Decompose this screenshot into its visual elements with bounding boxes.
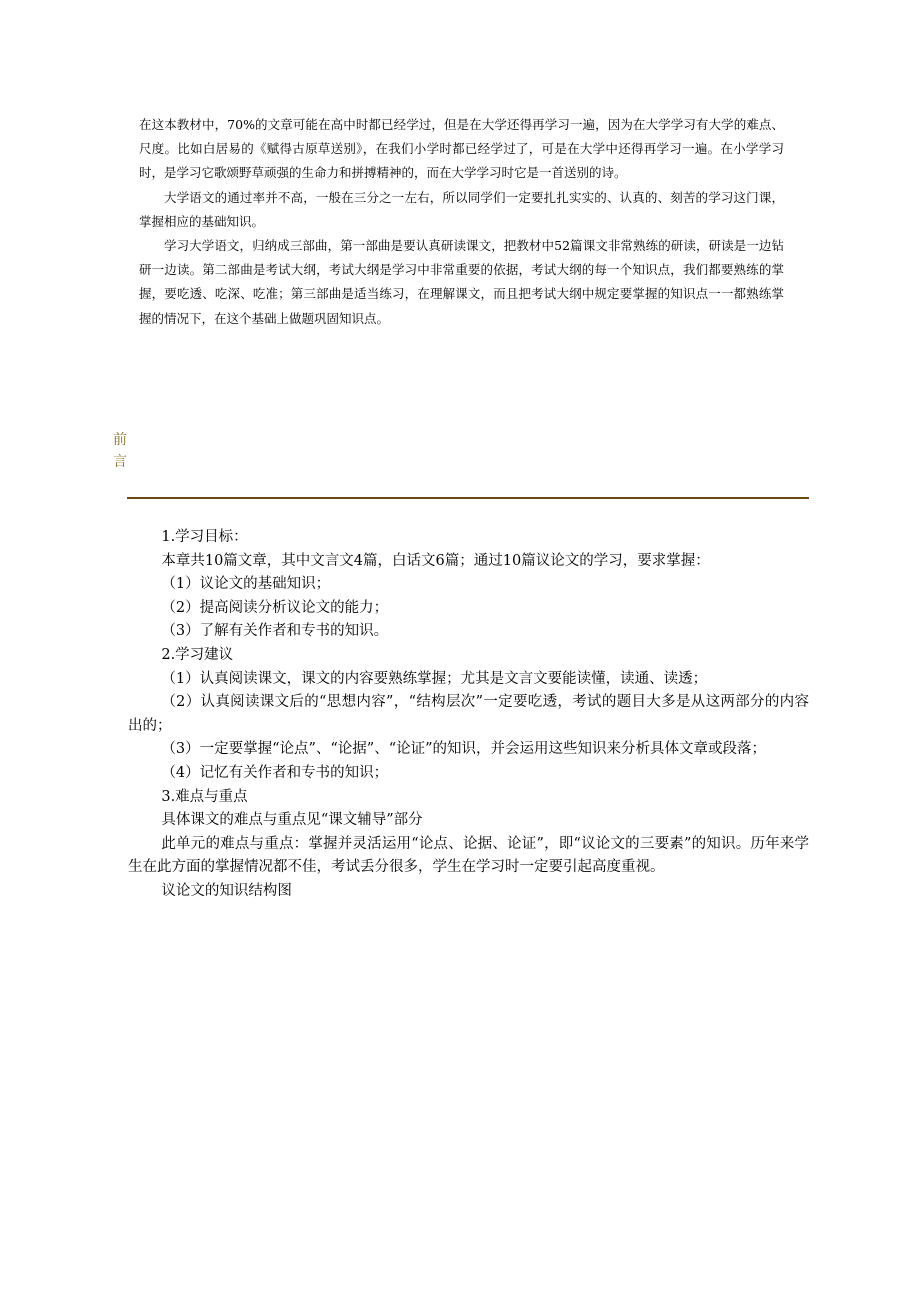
list-item: （3）了解有关作者和专书的知识。	[161, 623, 389, 640]
section-title-preface	[111, 429, 129, 473]
chapter-body	[128, 526, 809, 904]
heading-difficulties: 3.难点与重点	[161, 788, 248, 805]
list-item: （3）一定要掌握“论点”、“论据”、“论证”的知识，并会运用这些知识来分析具体文章或段落；	[161, 741, 767, 758]
intro-paragraph: 大学语文的通过率并不高，一般在三分之一左右，所以同学们一定要扎扎实实的、认真的、刻苦的学习这门课，掌握相应的基础知识。	[139, 189, 784, 229]
body-line: 此单元的难点与重点：掌握并灵活运用“论点、论据、论证”，即“议论文的三要素”的知识。历年来学生在此方面的掌握情况都不佳，考试丢分很多，学生在学习时一定要引起高度重视。	[128, 835, 809, 876]
section-title-char: 前	[113, 432, 127, 448]
body-line: 本章共10篇文章，其中文言文4篇，白话文6篇；通过10篇议论文的学习，要求掌握：	[161, 552, 710, 569]
body-line: 议论文的知识结构图	[161, 882, 292, 899]
body-line: 具体课文的难点与重点见“课文辅导”部分	[161, 812, 423, 829]
list-item: （2）认真阅读课文后的“思想内容”，“结构层次”一定要吃透，考试的题目大多是从这两部分的内容出的；	[128, 694, 809, 734]
heading-study-advice: 2.学习建议	[161, 646, 234, 663]
list-item: （2）提高阅读分析议论文的能力；	[161, 599, 389, 616]
intro-paragraph: 学习大学语文，归纳成三部曲，第一部曲是要认真研读课文，把教材中52篇课文非常熟练的研读，研读是一边钻研一边读。第二部曲是考试大纲，考试大纲是学习中非常重要的依据，考试大纲的每一个知识点，我们都要熟练的掌握，要吃透、吃深、吃准；第三部曲是适当练习，在理解课文，而且把考试大纲中规定要掌握的知识点一一都熟练掌握的情况下，在这个基础上做题巩固知识点。	[139, 238, 784, 326]
list-item: （4）记忆有关作者和专书的知识；	[161, 764, 389, 781]
intro-section	[139, 113, 784, 331]
intro-paragraph: 在这本教材中，70%的文章可能在高中时都已经学过，但是在大学还得再学习一遍，因为在大学学习有大学的难点、尺度。比如白居易的《赋得古原草送别》，在我们小学时都已经学过了，可是在大学中还得再学习一遍。在小学学习时，是学习它歌颂野草顽强的生命力和拼搏精神的，而在大学学习时它是一首送别的诗。	[139, 117, 784, 181]
section-divider	[127, 497, 809, 499]
list-item: （1）议论文的基础知识；	[161, 576, 331, 593]
list-item: （1）认真阅读课文，课文的内容要熟练掌握；尤其是文言文要能读懂，读通、读透；	[161, 670, 708, 687]
heading-learning-goals: 1.学习目标：	[161, 529, 248, 545]
section-title-char: 言	[113, 454, 127, 470]
